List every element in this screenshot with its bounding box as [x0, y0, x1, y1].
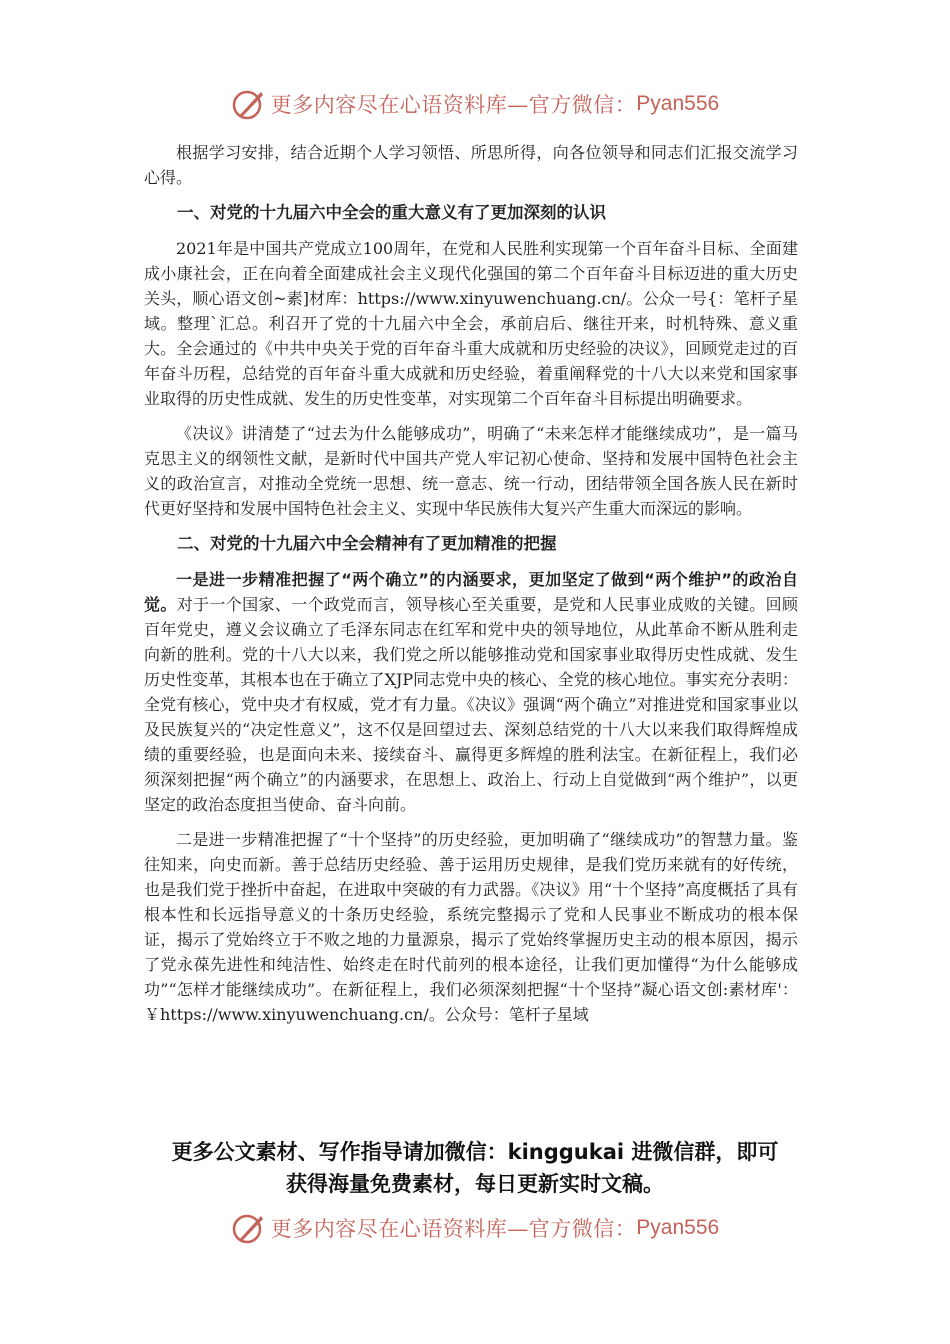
- banner-text: 更多内容尽在心语资料库—官方微信：: [270, 93, 637, 117]
- pen-quill-logo-icon: [231, 1210, 267, 1246]
- section-2-paragraph-1-body: 对于一个国家、一个政党而言，领导核心至关重要，是党和人民事业成败的关键。回顾百年党史，遵义会议确立了毛泽东同志在红军和党中央的领导地位，从此革命不断从胜利走向新的胜利。党的十八大以来，我们党之所以能够推动党和国家事业取得历史性成就、发生历史性变革，其根本也在于确立了XJP同志党中央的核心、全党的核心地位。事实充分表明：全党有核心，党中央才有权威，党才有力量。《决议》强调“两个确立”对推进党和国家事业以及民族复兴的“决定性意义”，这不仅是回望过去、深刻总结党的十八大以来我们取得辉煌成绩的重要经验，也是面向未来、接续奋斗、赢得更多辉煌的胜利法宝。在新征程上，我们必须深刻把握“两个确立”的内涵要求，在思想上、政治上、行动上自觉做到“两个维护”，以更坚定的政治态度担当使命、奋斗向前。: [144, 595, 798, 814]
- section-2-heading: 二、对党的十九届六中全会精神有了更加精准的把握: [177, 534, 557, 553]
- document-body: [144, 140, 798, 1027]
- pen-quill-logo-icon: [231, 86, 267, 122]
- intro-paragraph: 根据学习安排，结合近期个人学习领悟、所思所得，向各位领导和同志们汇报交流学习心得。: [144, 143, 798, 187]
- banner-wechat-id: Pyan556: [636, 1216, 720, 1239]
- promo-notice: [140, 1136, 810, 1200]
- banner-text: 更多内容尽在心语资料库—官方微信：: [270, 1217, 637, 1241]
- section-1-heading: 一、对党的十九届六中全会的重大意义有了更加深刻的认识: [177, 203, 606, 222]
- section-2-paragraph-1-lead: 一是进一步精准把握了“两个确立”的内涵要求，更加坚定了做到“两个维护”的政治自觉。: [144, 570, 798, 614]
- header-banner: [0, 84, 950, 124]
- section-1-paragraph-1: 2021年是中国共产党成立100周年，在党和人民胜利实现第一个百年奋斗目标、全面建成小康社会，正在向着全面建成社会主义现代化强国的第二个百年奋斗目标迈进的重大历史关头，顺心语文创~素]材库：https://www.xinyuwenchuang.cn/。公众一号{：笔杆子星域。整理`汇总。利召开了党的十九届六中全会，承前启后、继往开来，时机特殊、意义重大。全会通过的《中共中央关于党的百年奋斗重大成就和历史经验的决议》，回顾党走过的百年奋斗历程，总结党的百年奋斗重大成就和历史经验，着重阐释党的十八大以来党和国家事业取得的历史性成就、发生的历史性变革，对实现第二个百年奋斗目标提出明确要求。: [144, 239, 798, 408]
- section-2-paragraph-2: 二是进一步精准把握了“十个坚持”的历史经验，更加明确了“继续成功”的智慧力量。鉴往知来，向史而新。善于总结历史经验、善于运用历史规律，是我们党历来就有的好传统，也是我们党于挫折中奋起，在进取中突破的有力武器。《决议》用“十个坚持”高度概括了具有根本性和长远指导意义的十条历史经验，系统完整揭示了党和人民事业不断成功的根本保证，揭示了党始终立于不败之地的力量源泉，揭示了党始终掌握历史主动的根本原因，揭示了党永葆先进性和纯洁性、始终走在时代前列的根本途径，让我们更加懂得“为什么能够成功”“怎样才能继续成功”。在新征程上，我们必须深刻把握“十个坚持”凝心语文创:素材库'：￥https://www.xinyuwenchuang.cn/。公众号：笔杆子星域: [144, 830, 798, 1024]
- promo-line-1: 更多公文素材、写作指导请加微信：kinggukai 进微信群，即可: [171, 1140, 779, 1164]
- banner-wechat-id: Pyan556: [636, 92, 720, 115]
- promo-line-2: 获得海量免费素材，每日更新实时文稿。: [286, 1172, 664, 1196]
- section-1-paragraph-2: 《决议》讲清楚了“过去为什么能够成功”，明确了“未来怎样才能继续成功”，是一篇马克思主义的纲领性文献，是新时代中国共产党人牢记初心使命、坚持和发展中国特色社会主义的政治宣言，对推动全党统一思想、统一意志、统一行动，团结带领全国各族人民在新时代更好坚持和发展中国特色社会主义、实现中华民族伟大复兴产生重大而深远的影响。: [144, 424, 798, 518]
- footer-banner: [0, 1208, 950, 1248]
- section-2-paragraph-1: [144, 567, 798, 817]
